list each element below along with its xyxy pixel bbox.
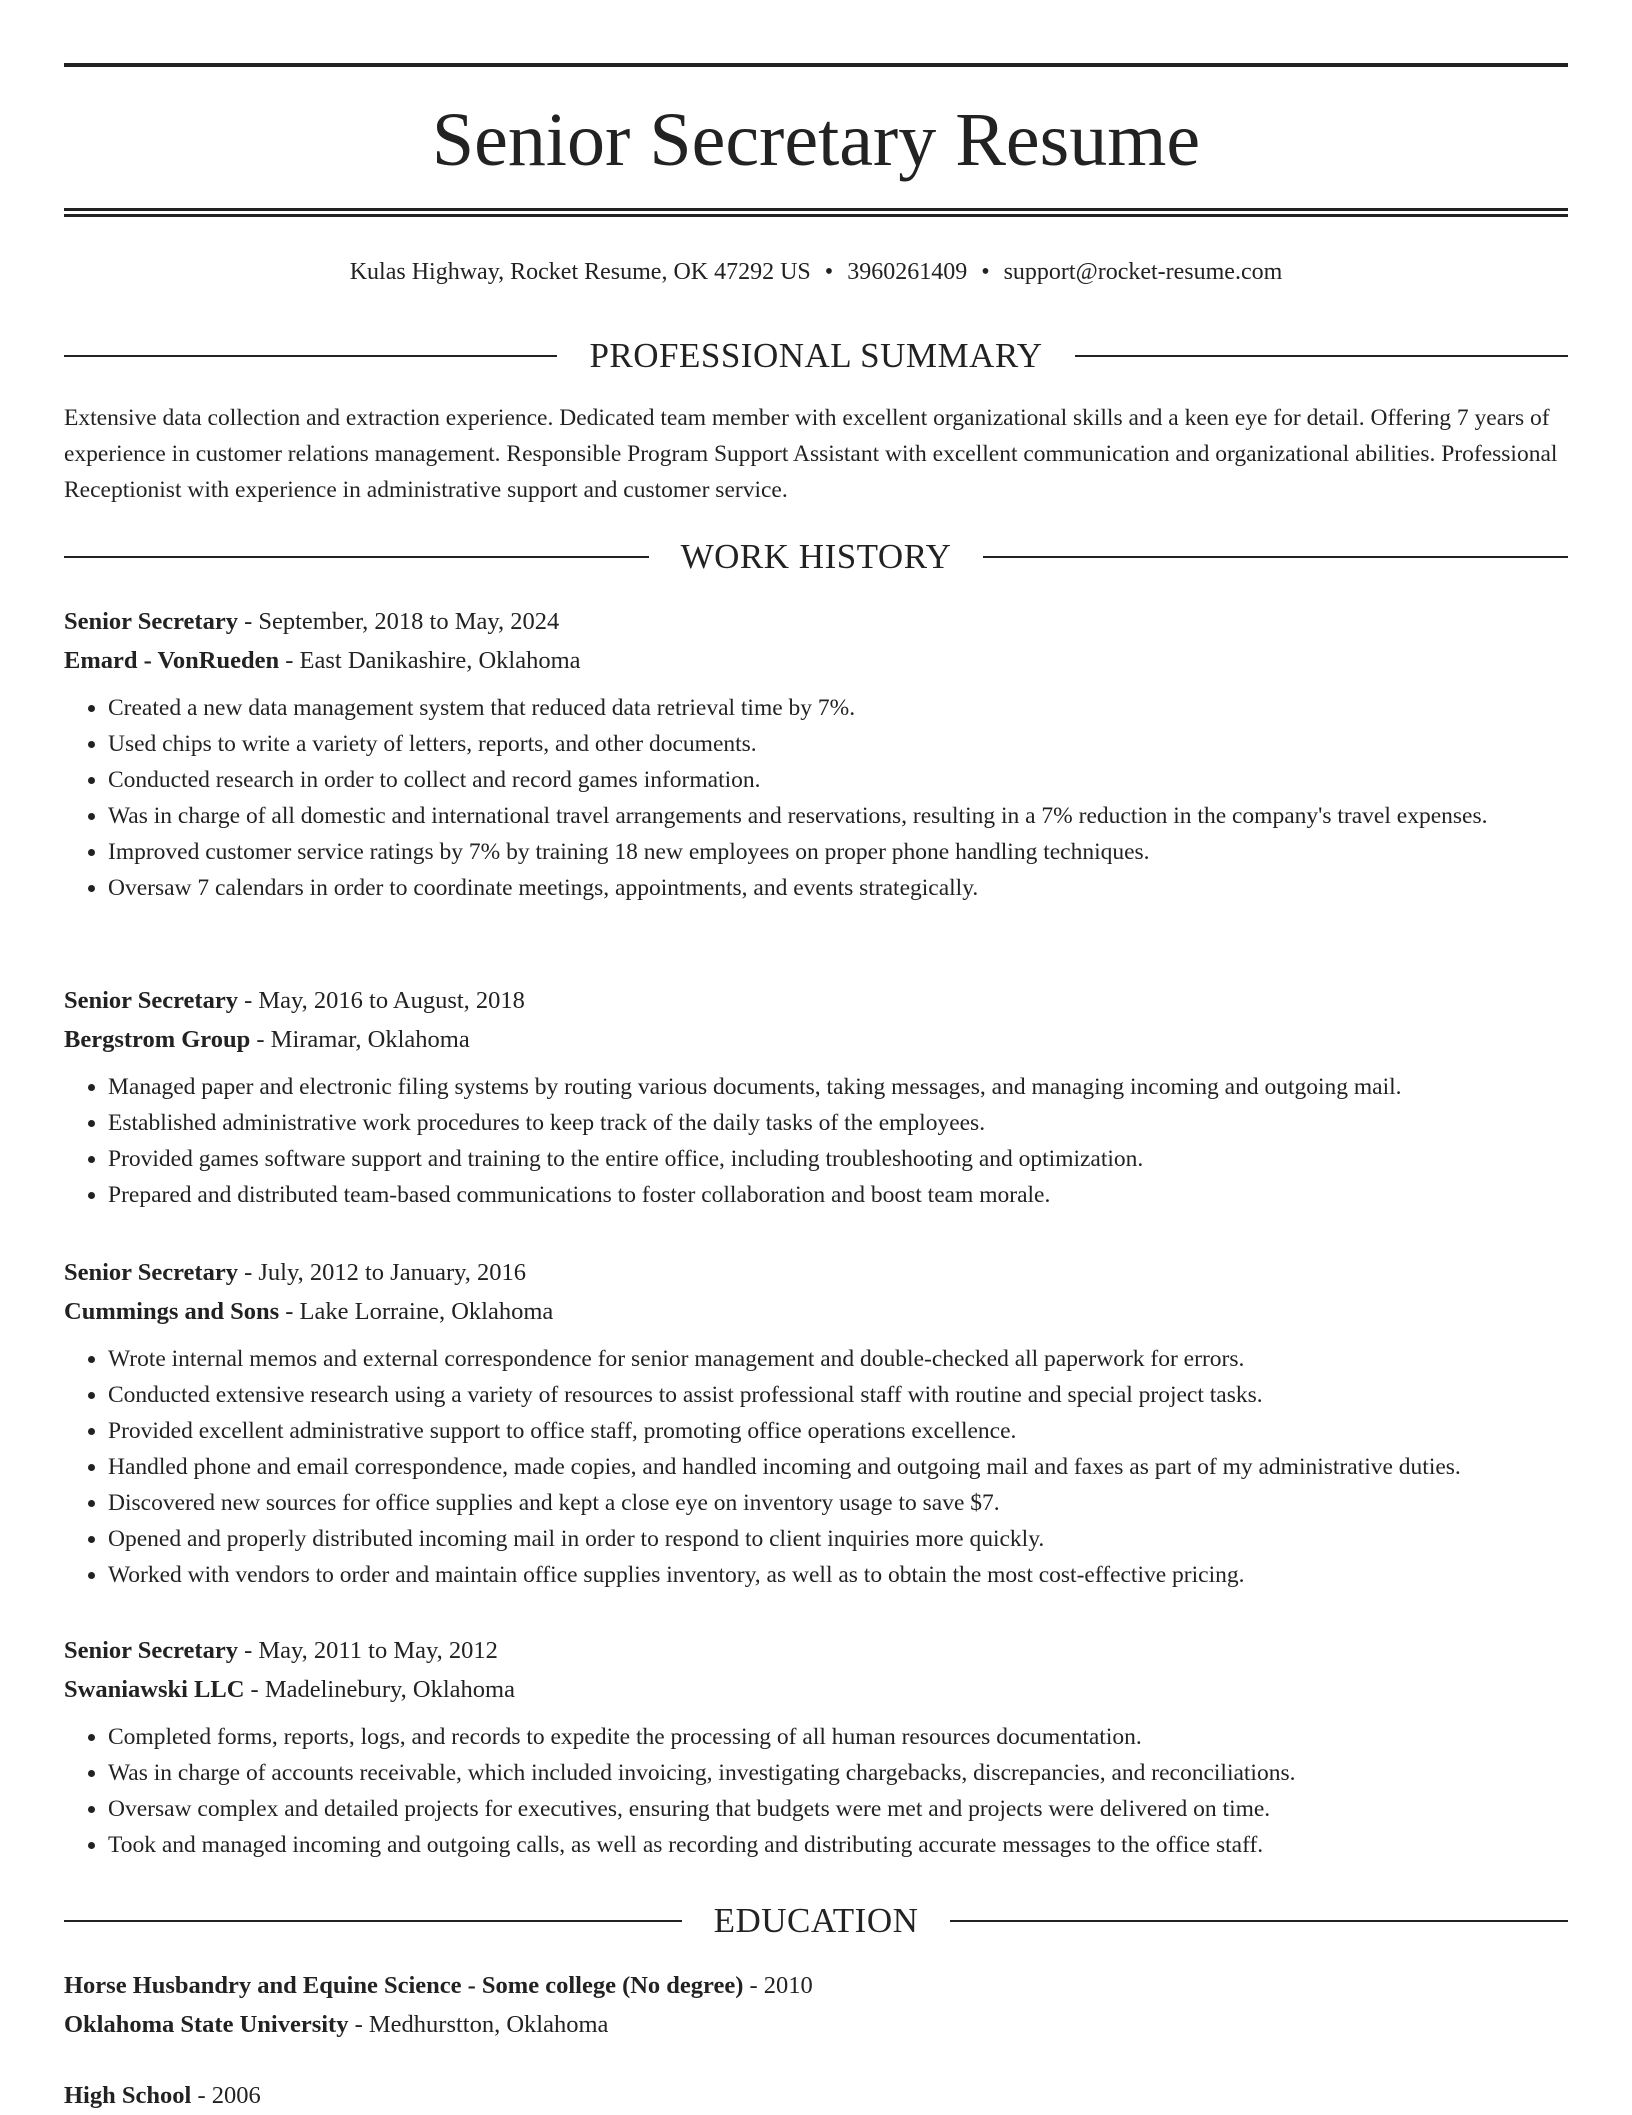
- duty-list: [64, 690, 1568, 906]
- job-title: Senior Secretary: [64, 1259, 238, 1286]
- duty-item: • Established administrative work procedures to keep track of the daily tasks of the employees.: [108, 1105, 1568, 1141]
- duty-item: • Worked with vendors to order and maintain office supplies inventory, as well as to obtain the most cost-effective pricing.: [108, 1557, 1568, 1593]
- school-line: [64, 2005, 1568, 2044]
- heading-rule: [1075, 355, 1568, 357]
- degree-year: - 2010: [743, 1972, 813, 1999]
- duty-item: • Created a new data management system that reduced data retrieval time by 7%.: [108, 690, 1568, 726]
- job-company: Cummings and Sons: [64, 1298, 280, 1325]
- heading-rule: [64, 355, 557, 357]
- contact-line: [64, 256, 1568, 288]
- job-company: Bergstrom Group: [64, 1026, 251, 1053]
- contact-email: support@rocket-resume.com: [1003, 259, 1283, 285]
- job-company: Emard - VonRueden: [64, 647, 280, 674]
- degree-name: High School: [64, 2082, 192, 2109]
- section-title: PROFESSIONAL SUMMARY: [589, 336, 1043, 375]
- education-entry: [64, 1966, 1568, 2044]
- duty-item: • Was in charge of accounts receivable, which included invoicing, investigating chargebacks, discrepancies, and reconciliations.: [108, 1755, 1568, 1791]
- job-location: - Miramar, Oklahoma: [250, 1026, 470, 1053]
- duty-list: [64, 1719, 1568, 1863]
- job-title-line: [64, 602, 1568, 641]
- degree-line: [64, 1966, 1568, 2005]
- duty-item: • Oversaw 7 calendars in order to coordinate meetings, appointments, and events strategically.: [108, 870, 1568, 906]
- school-name: Oklahoma State University: [64, 2011, 349, 2038]
- heading-rule: [64, 556, 649, 558]
- job-dates: - July, 2012 to January, 2016: [237, 1259, 527, 1286]
- heading-rule: [950, 1920, 1568, 1922]
- duty-item: • Oversaw complex and detailed projects for executives, ensuring that budgets were met and projects were delivered on time.: [108, 1791, 1568, 1827]
- top-rule: [64, 63, 1568, 67]
- job-company-line: [64, 1670, 1568, 1709]
- duty-item: • Conducted research in order to collect and record games information.: [108, 762, 1568, 798]
- duty-item: • Completed forms, reports, logs, and records to expedite the processing of all human resources documentation.: [108, 1719, 1568, 1755]
- duty-item: • Conducted extensive research using a variety of resources to assist professional staff with routine and special project tasks.: [108, 1377, 1568, 1413]
- duty-item: • Wrote internal memos and external correspondence for senior management and double-checked all paperwork for errors.: [108, 1341, 1568, 1377]
- degree-line: [64, 2076, 1568, 2115]
- duty-item: • Provided excellent administrative support to office staff, promoting office operations excellence.: [108, 1413, 1568, 1449]
- degree-name: Horse Husbandry and Equine Science - Some college (No degree): [64, 1972, 744, 1999]
- duty-list: [64, 1069, 1568, 1213]
- job-title-line: [64, 1253, 1568, 1292]
- job-entry: [64, 602, 1568, 906]
- job-title-line: [64, 1631, 1568, 1670]
- job-entry: [64, 1253, 1568, 1593]
- degree-year: - 2006: [191, 2082, 261, 2109]
- contact-phone: 3960261409: [847, 259, 968, 285]
- contact-address: Kulas Highway, Rocket Resume, OK 47292 US: [349, 259, 811, 285]
- job-title-line: [64, 981, 1568, 1020]
- heading-rule: [983, 556, 1568, 558]
- job-title: Senior Secretary: [64, 608, 238, 635]
- job-entry: [64, 1631, 1568, 1863]
- section-heading-work-history: [64, 535, 1568, 579]
- duty-list: [64, 1341, 1568, 1593]
- job-title: Senior Secretary: [64, 987, 238, 1014]
- duty-item: • Discovered new sources for office supplies and kept a close eye on inventory usage to save $7.: [108, 1485, 1568, 1521]
- section-heading-education: [64, 1899, 1568, 1943]
- heading-rule: [64, 1920, 682, 1922]
- title-double-rule: [64, 208, 1568, 217]
- school-location: - Medhurstton, Oklahoma: [348, 2011, 609, 2038]
- duty-item: • Used chips to write a variety of letters, reports, and other documents.: [108, 726, 1568, 762]
- duty-item: • Managed paper and electronic filing systems by routing various documents, taking messages, and managing incoming and outgoing mail.: [108, 1069, 1568, 1105]
- job-location: - East Danikashire, Oklahoma: [279, 647, 581, 674]
- job-company: Swaniawski LLC: [64, 1676, 245, 1703]
- duty-item: • Prepared and distributed team-based communications to foster collaboration and boost team morale.: [108, 1177, 1568, 1213]
- section-title: EDUCATION: [713, 1901, 919, 1940]
- contact-separator: •: [824, 259, 834, 285]
- education-entry: [64, 2076, 1568, 2115]
- duty-item: • Provided games software support and training to the entire office, including troubleshooting and optimization.: [108, 1141, 1568, 1177]
- job-title: Senior Secretary: [64, 1637, 238, 1664]
- job-location: - Lake Lorraine, Oklahoma: [279, 1298, 554, 1325]
- summary-text: Extensive data collection and extraction experience. Dedicated team member with excellent organizational skills and a keen eye for detail. Offering 7 years of experience in customer relations management. Responsible Program Support Assistant with excellent communication and organizational abilities. Professional Receptionist with experience in administrative support and customer service.: [64, 405, 1558, 503]
- section-heading-summary: [64, 334, 1568, 378]
- job-dates: - May, 2011 to May, 2012: [237, 1637, 498, 1664]
- section-title: WORK HISTORY: [680, 537, 952, 576]
- page-title: Senior Secretary Resume: [431, 98, 1201, 182]
- duty-item: • Was in charge of all domestic and international travel arrangements and reservations, resulting in a 7% reduction in the company's travel expenses.: [108, 798, 1568, 834]
- duty-item: • Improved customer service ratings by 7% by training 18 new employees on proper phone handling techniques.: [108, 834, 1568, 870]
- job-company-line: [64, 1020, 1568, 1059]
- duty-item: • Handled phone and email correspondence, made copies, and handled incoming and outgoing mail and faxes as part of my administrative duties.: [108, 1449, 1568, 1485]
- job-dates: - September, 2018 to May, 2024: [237, 608, 560, 635]
- contact-separator: •: [981, 259, 990, 285]
- job-company-line: [64, 1292, 1568, 1331]
- duty-item: • Opened and properly distributed incoming mail in order to respond to client inquiries more quickly.: [108, 1521, 1568, 1557]
- job-location: - Madelinebury, Oklahoma: [244, 1676, 515, 1703]
- job-entry: [64, 981, 1568, 1213]
- job-company-line: [64, 641, 1568, 680]
- job-dates: - May, 2016 to August, 2018: [237, 987, 525, 1014]
- duty-item: • Took and managed incoming and outgoing calls, as well as recording and distributing accurate messages to the office staff.: [108, 1827, 1568, 1863]
